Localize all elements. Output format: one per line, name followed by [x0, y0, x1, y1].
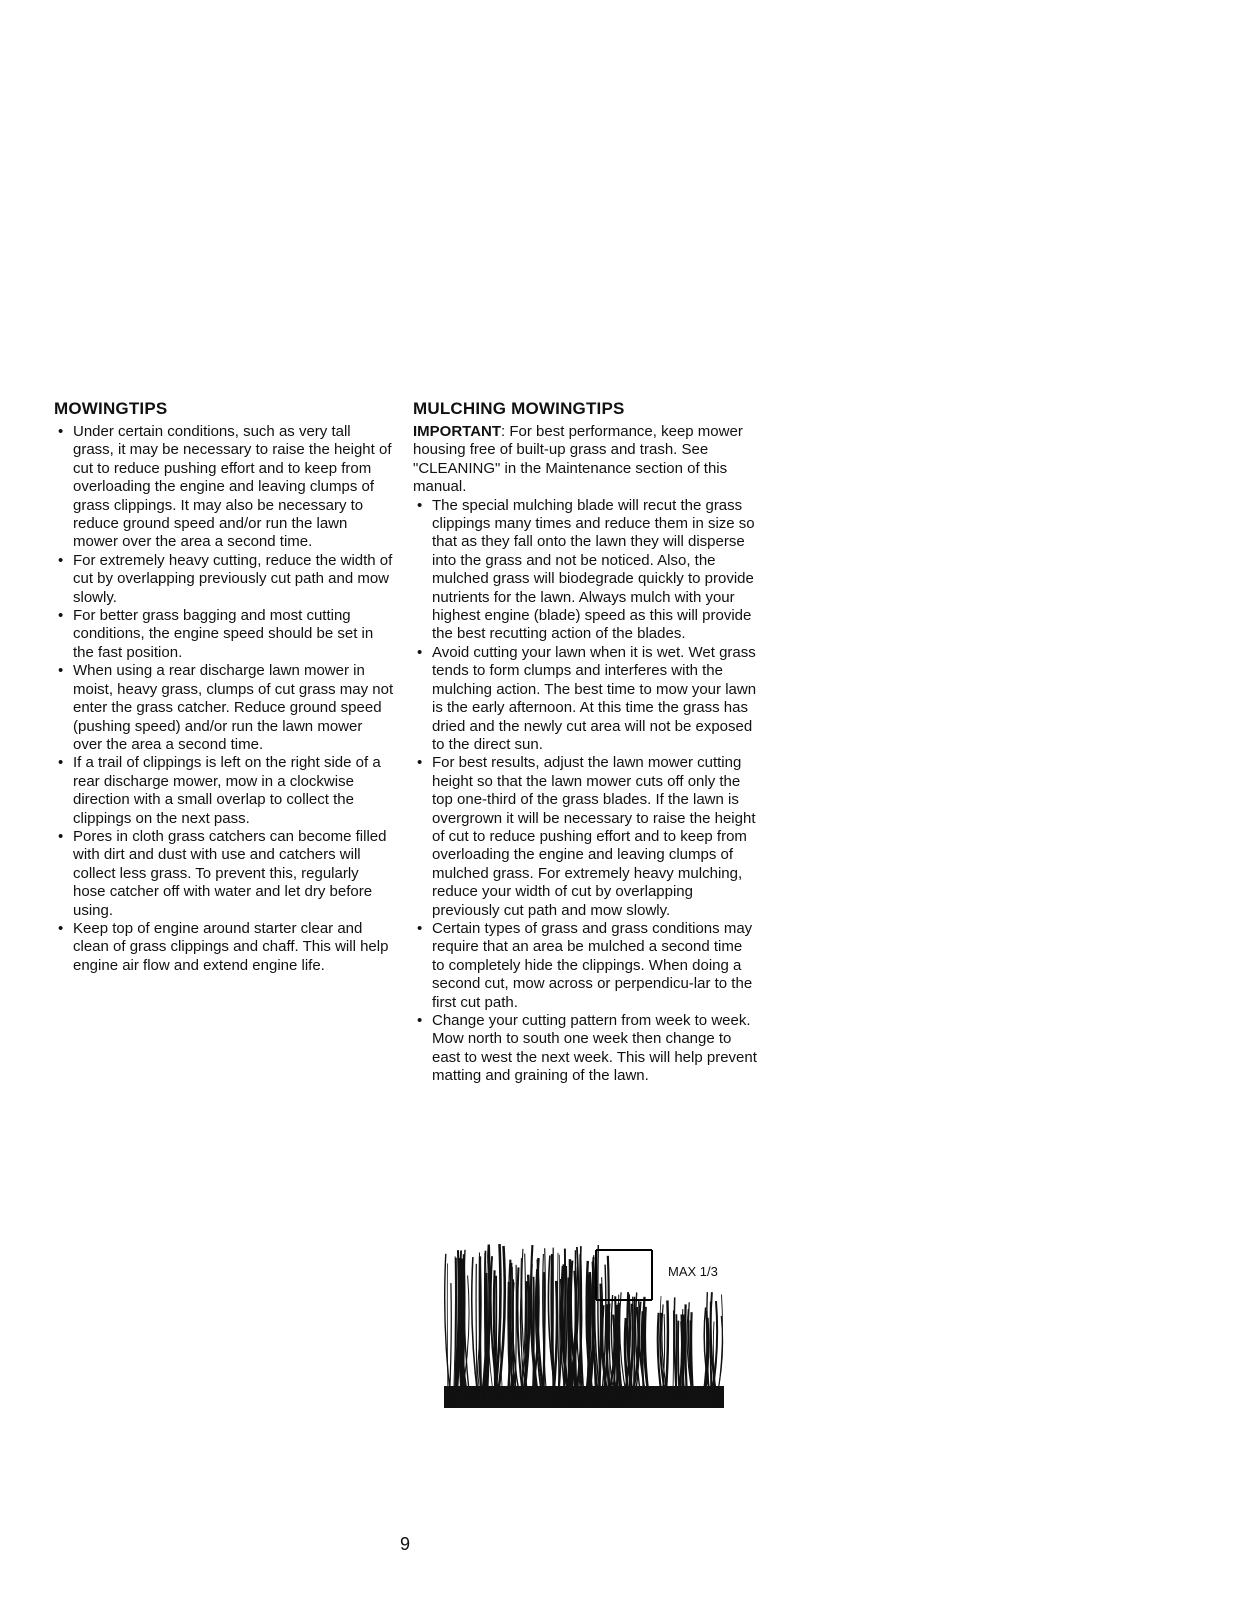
list-item: • Change your cutting pattern from week to week. Mow north to south one week then change to east to west the next week. This will help prevent matting and graining of the lawn.: [413, 1012, 758, 1086]
mowing-tips-list: [54, 423, 394, 975]
list-item: • For better grass bagging and most cutting conditions, the engine speed should be set in the fast position.: [54, 607, 394, 662]
list-item: • Avoid cutting your lawn when it is wet. Wet grass tends to form clumps and interferes with the mulching action. The best time to mow your lawn is the early afternoon. At this time the grass has dried and the newly cut area will not be exposed to the direct sun.: [413, 644, 758, 754]
important-note: [413, 423, 758, 497]
mulching-tips-heading: MULCHING MOWINGTIPS: [413, 399, 625, 418]
mowing-tips-heading: MOWINGTIPS: [54, 399, 168, 418]
mowing-tips-section: [54, 399, 394, 975]
page-number: 9: [400, 1534, 411, 1554]
list-item: • If a trail of clippings is left on the right side of a rear discharge mower, mow in a clockwise direction with a small overlap to collect the clippings on the next pass.: [54, 754, 394, 828]
height-bracket: [596, 1250, 652, 1300]
max-cut-label: MAX 1/3: [668, 1264, 718, 1279]
list-item: • The special mulching blade will recut the grass clippings many times and reduce them in size so that as they fall onto the lawn they will disperse into the grass and not be noticed. Also, the mulched grass will biodegrade quickly to provide nutrients for the lawn. Always mulch with your highest engine (blade) speed as this will provide the best recutting action of the blades.: [413, 497, 758, 644]
list-item: • For extremely heavy cutting, reduce the width of cut by overlapping previously cut path and mow slowly.: [54, 552, 394, 607]
list-item: • Under certain conditions, such as very tall grass, it may be necessary to raise the height of cut to reduce pushing effort and to keep from overloading the engine and leaving clumps of grass clippings. It may also be necessary to reduce ground speed and/or run the lawn mower over the area a second time.: [54, 423, 394, 552]
list-item: • Certain types of grass and grass conditions may require that an area be mulched a second time to completely hide the clippings. When doing a second cut, mow across or perpendicu-lar to the first cut path.: [413, 920, 758, 1012]
important-text: : For best performance, keep mower housing free of built-up grass and trash. See "CLEANING" in the Maintenance section of this manual.: [413, 423, 743, 496]
important-label: IMPORTANT: [413, 423, 502, 440]
list-item: • When using a rear discharge lawn mower in moist, heavy grass, clumps of cut grass may not enter the grass catcher. Reduce ground speed (pushing speed) and/or run the lawn mower over the area a second time.: [54, 662, 394, 754]
mulching-tips-section: [413, 399, 758, 1086]
list-item: • For best results, adjust the lawn mower cutting height so that the lawn mower cuts off only the top one-third of the grass blades. If the lawn is overgrown it will be necessary to raise the height of cut to reduce pushing effort and to keep from overloading the engine and leaving clumps of mulched grass. For extremely heavy mulching, reduce your width of cut by overlapping previously cut path and mow slowly.: [413, 754, 758, 920]
grass-cut-height-illustration: [444, 1236, 744, 1416]
list-item: • Pores in cloth grass catchers can become filled with dirt and dust with use and catchers will collect less grass. To prevent this, regularly hose catcher off with water and let dry before using.: [54, 828, 394, 920]
list-item: • Keep top of engine around starter clear and clean of grass clippings and chaff. This will help engine air flow and extend engine life.: [54, 920, 394, 975]
mulching-tips-list: [413, 497, 758, 1086]
